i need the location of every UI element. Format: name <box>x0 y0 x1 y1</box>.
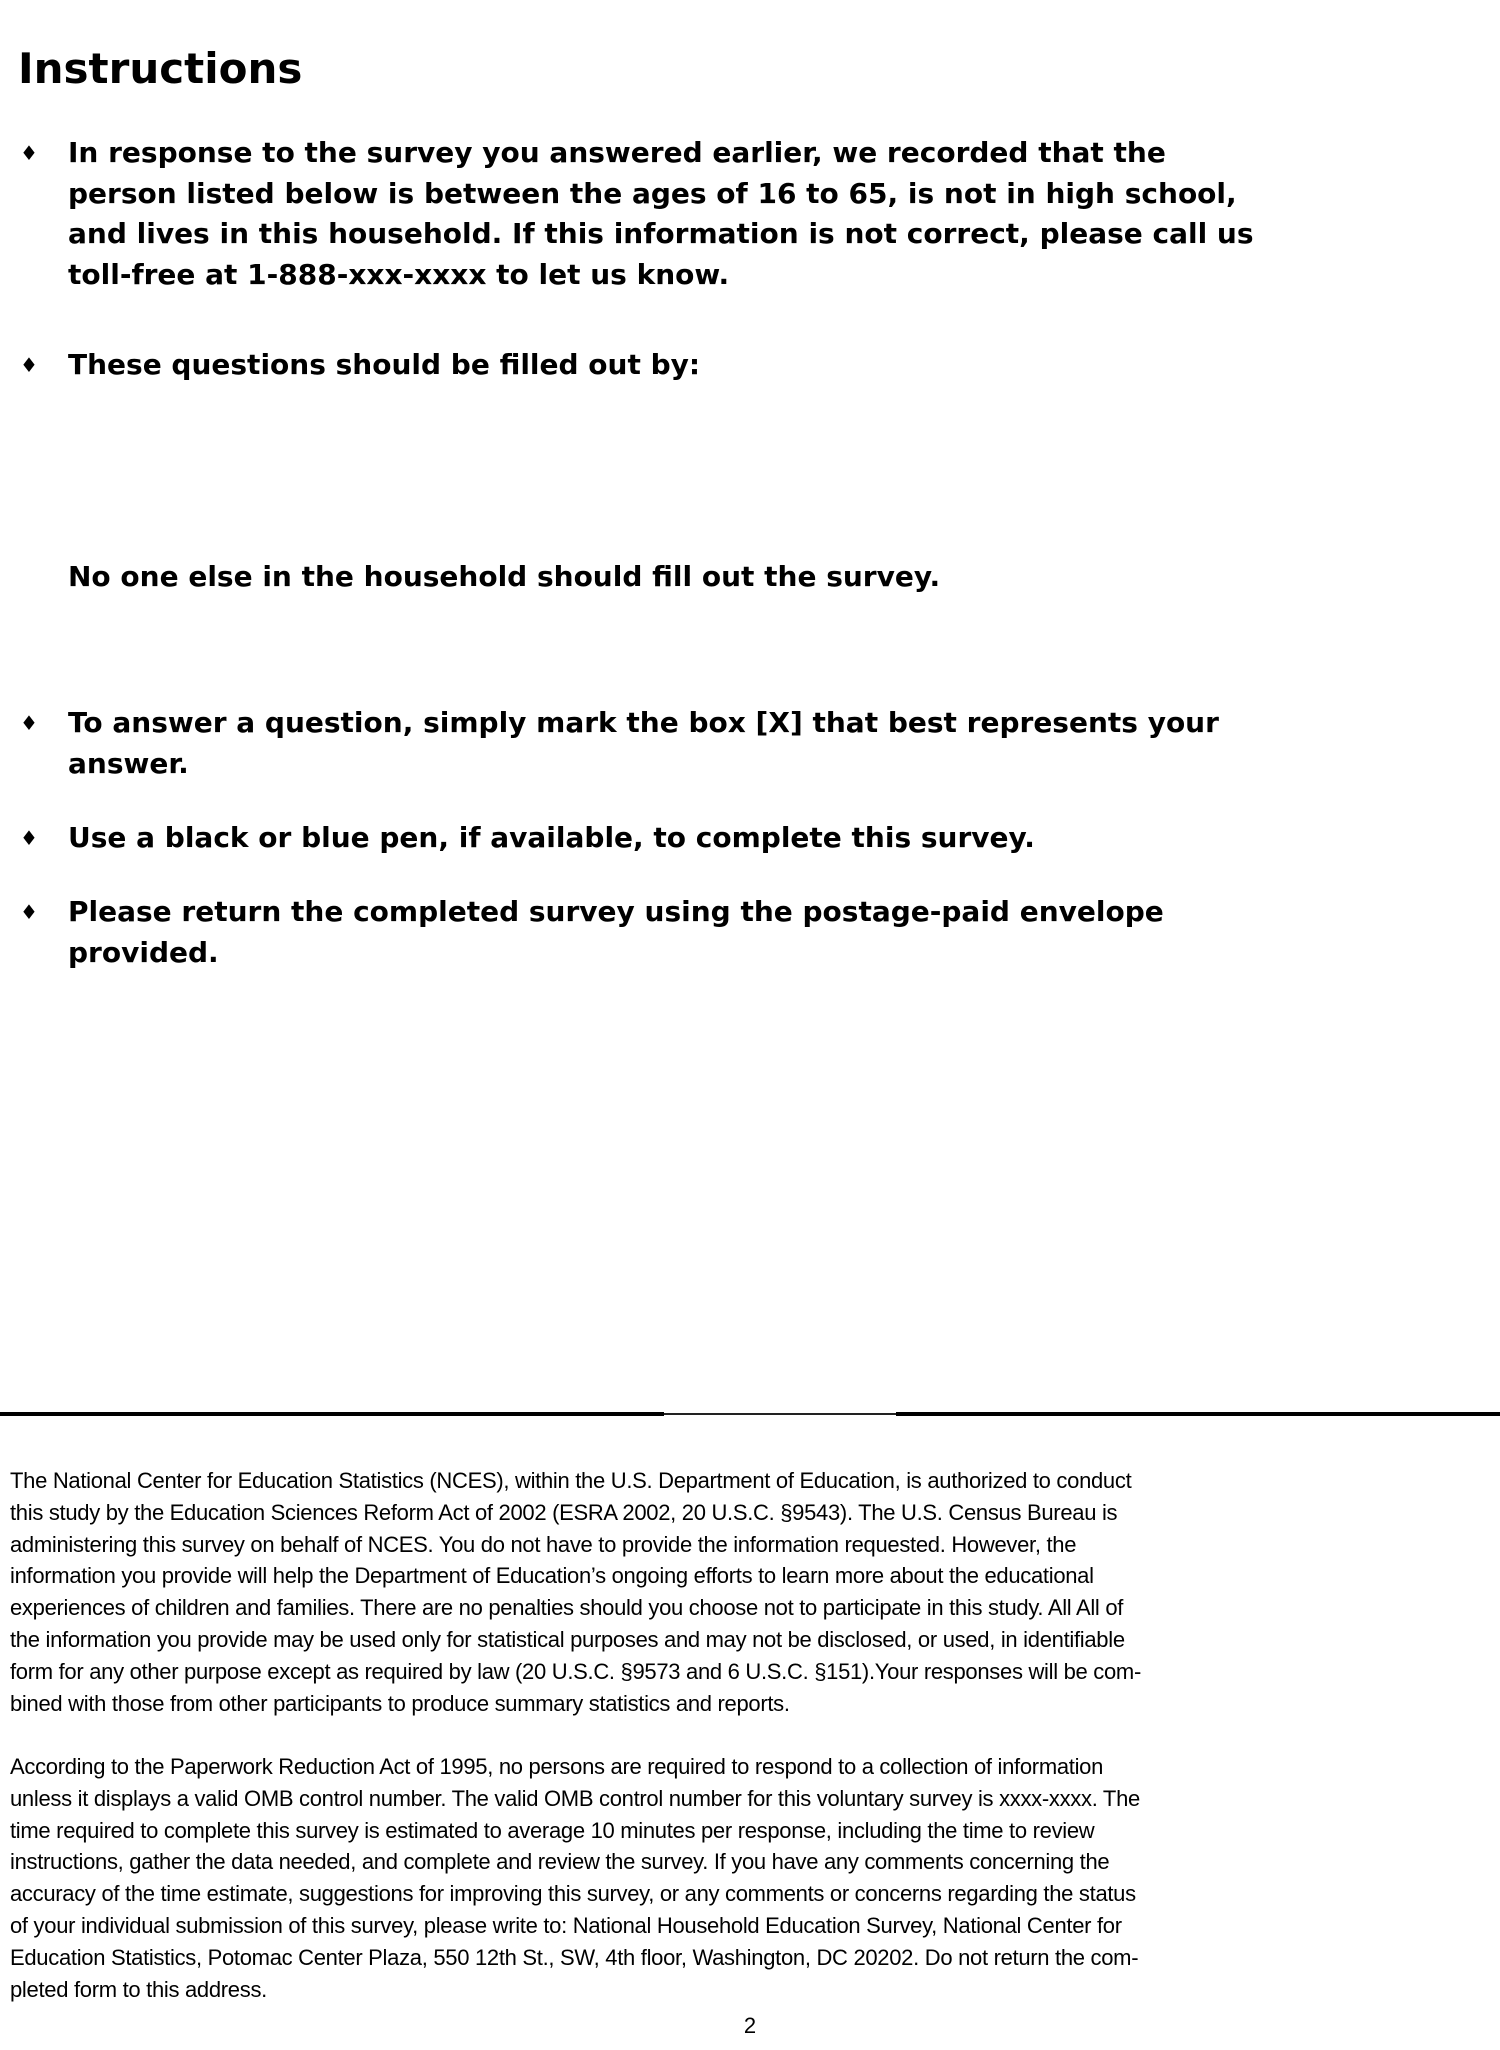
bullet-line: In response to the survey you answered earlier, we recorded that the <box>68 136 1166 169</box>
text-line: instructions, gather the data needed, and complete and review the survey. If you have any comments concerning the <box>10 1849 1110 1875</box>
text-line: time required to complete this survey is estimated to average 10 minutes per response, including the time to review <box>10 1817 1095 1843</box>
text-line: unless it displays a valid OMB control number. The valid OMB control number for this voluntary survey is xxxx-xxxx. The <box>10 1785 1140 1811</box>
privacy-statement <box>10 1465 1141 1719</box>
text-line: According to the Paperwork Reduction Act of 1995, no persons are required to respond to a collection of information <box>10 1754 1104 1779</box>
household-note: No one else in the household should fill out the survey. <box>68 560 941 593</box>
diamond-bullet-icon: ♦ <box>20 141 38 165</box>
paperwork-reduction-statement <box>10 1751 1140 2005</box>
text-line: form for any other purpose except as required by law (20 U.S.C. §9573 and 6 U.S.C. §151).Your responses will be com- <box>10 1658 1141 1684</box>
bullet-line: These questions should be filled out by: <box>68 348 701 381</box>
footer-divider-right <box>896 1412 1500 1416</box>
bullet-line: Please return the completed survey using the postage-paid envelope <box>68 895 1164 928</box>
text-line: administering this survey on behalf of NCES. You do not have to provide the information requested. However, the <box>10 1531 1077 1557</box>
text-line: bined with those from other participants to produce summary statistics and reports. <box>10 1690 790 1716</box>
bullet-line: person listed below is between the ages of 16 to 65, is not in high school, <box>68 176 1237 210</box>
page-title: Instructions <box>18 44 303 93</box>
text-line: this study by the Education Sciences Reform Act of 2002 (ESRA 2002, 20 U.S.C. §9543). The U.S. Census Bureau is <box>10 1499 1118 1525</box>
footer-divider-left <box>0 1412 664 1416</box>
diamond-bullet-icon: ♦ <box>20 900 38 924</box>
bullet-line: toll-free at 1-888-xxx-xxxx to let us know. <box>68 257 730 291</box>
bullet-line: To answer a question, simply mark the box [X] that best represents your <box>68 706 1219 739</box>
bullet-line: provided. <box>68 935 219 969</box>
footer-divider-middle <box>664 1413 896 1415</box>
page-number: 2 <box>743 2013 757 2038</box>
text-line: The National Center for Education Statistics (NCES), within the U.S. Department of Education, is authorized to conduct <box>10 1468 1132 1493</box>
text-line: experiences of children and families. There are no penalties should you choose not to participate in this study. All All of <box>10 1595 1124 1621</box>
text-line: of your individual submission of this survey, please write to: National Household Education Survey, National Center for <box>10 1912 1122 1938</box>
text-line: information you provide will help the Department of Education’s ongoing efforts to learn more about the educational <box>10 1563 1094 1589</box>
text-line: pleted form to this address. <box>10 1976 267 2002</box>
bullet-line: Use a black or blue pen, if available, to complete this survey. <box>68 821 1035 854</box>
diamond-bullet-icon: ♦ <box>20 826 38 850</box>
text-line: Education Statistics, Potomac Center Plaza, 550 12th St., SW, 4th floor, Washington, DC 20202. Do not return the com- <box>10 1944 1139 1970</box>
diamond-bullet-icon: ♦ <box>20 353 38 377</box>
text-line: accuracy of the time estimate, suggestions for improving this survey, or any comments or concerns regarding the status <box>10 1881 1136 1907</box>
bullet-line: and lives in this household. If this information is not correct, please call us <box>68 217 1254 250</box>
text-line: the information you provide may be used only for statistical purposes and may not be disclosed, or used, in identifiable <box>10 1626 1125 1652</box>
bullet-line: answer. <box>68 746 189 780</box>
diamond-bullet-icon: ♦ <box>20 711 38 735</box>
